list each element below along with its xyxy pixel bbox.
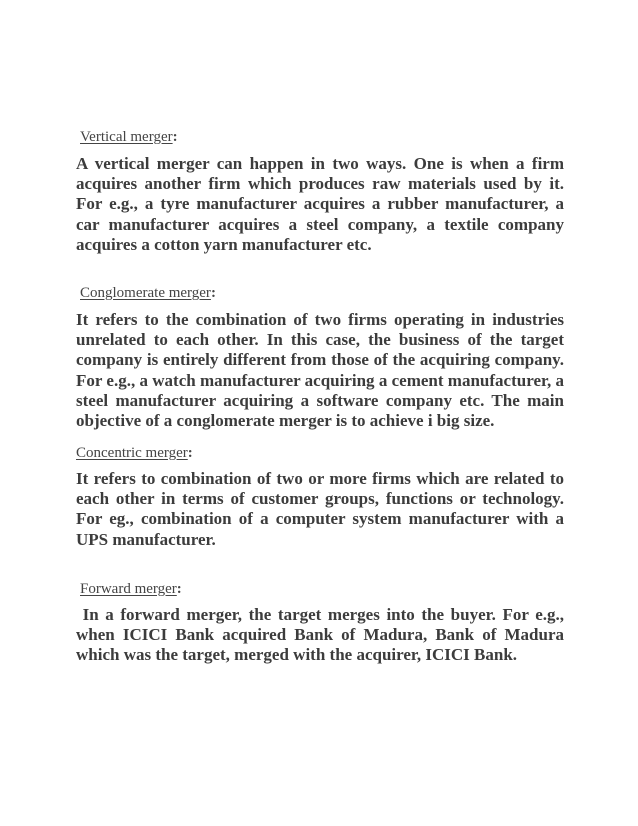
heading-forward-merger: [80, 580, 182, 598]
heading-concentric-merger: [76, 444, 193, 462]
heading-text: Concentric merger: [76, 445, 188, 461]
paragraph-vertical-merger: A vertical merger can happen in two ways. One is when a firm acquires another firm which produces raw materials used by it. For e.g., a tyre manufacturer acquires a rubber manufacturer, a car manufacturer acquires a steel company, a textile company acquires a cotton yarn manufacturer etc.: [76, 154, 564, 254]
paragraph-concentric-merger: It refers to combination of two or more firms which are related to each other in terms of customer groups, functions or technology. For eg., combination of a computer system manufacturer with a UPS manufacturer.: [76, 469, 564, 549]
paragraph-conglomerate-merger: It refers to the combination of two firms operating in industries unrelated to each other. In this case, the business of the target company is entirely different from those of the acquiring company. For e.g., a watch manufacturer acquiring a cement manufacturer, a steel manufacturer acquiring a software company etc. The main objective of a conglomerate merger is to achieve i big size.: [76, 310, 564, 431]
paragraph-forward-merger: In a forward merger, the target merges into the buyer. For e.g., when ICICI Bank acquired Bank of Madura, Bank of Madura which was the target, merged with the acquirer, ICICI Bank.: [76, 605, 569, 665]
heading-colon: :: [187, 445, 193, 461]
heading-colon: :: [176, 581, 182, 597]
heading-colon: :: [172, 129, 178, 145]
heading-colon: :: [210, 285, 216, 301]
heading-text: Forward merger: [80, 581, 177, 597]
heading-text: Conglomerate merger: [80, 285, 211, 301]
heading-vertical-merger: [80, 128, 178, 146]
heading-text: Vertical merger: [80, 129, 173, 145]
heading-conglomerate-merger: [80, 284, 216, 302]
